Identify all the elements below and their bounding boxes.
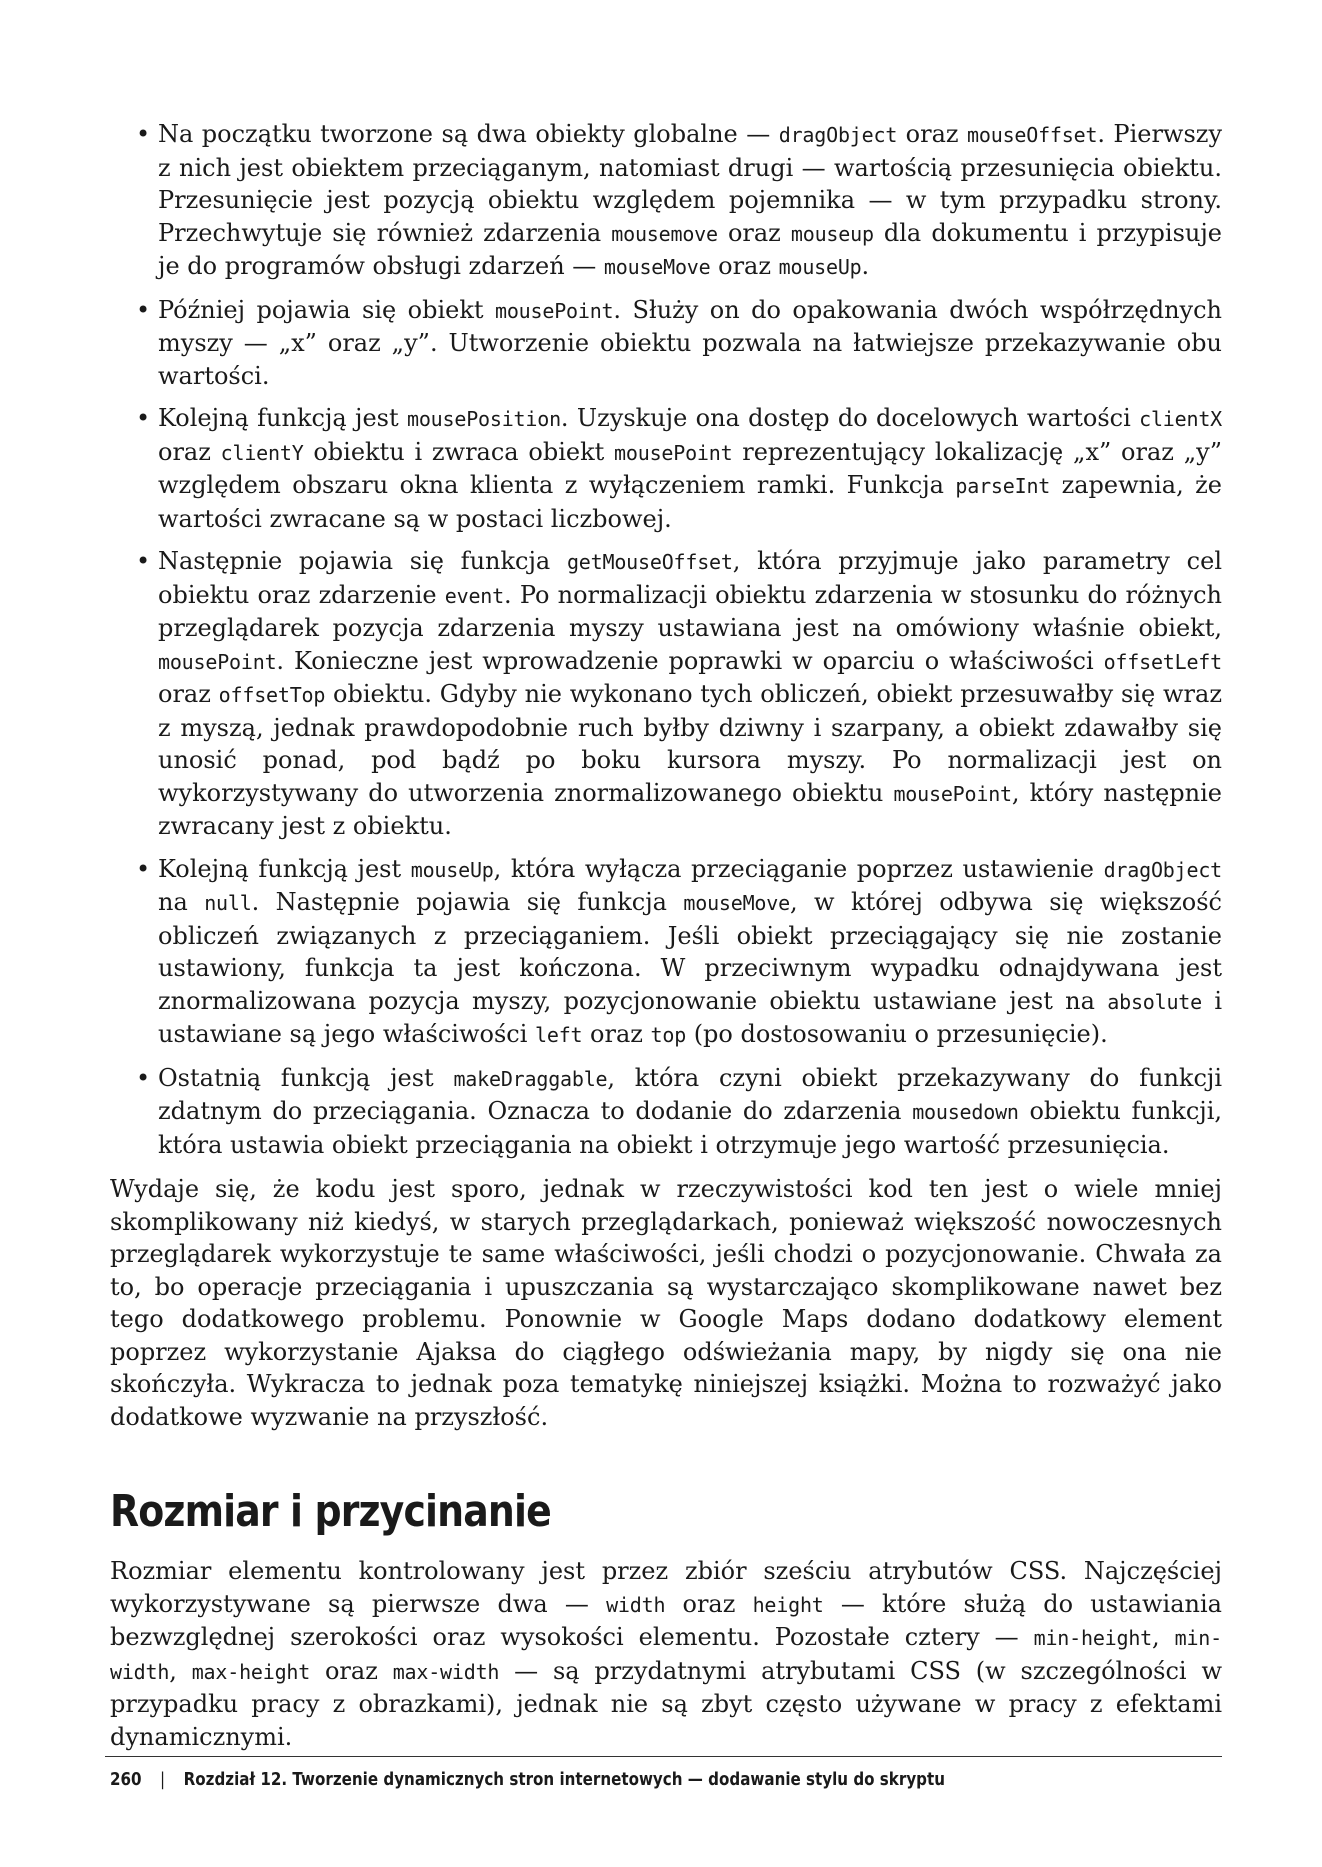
inline-code: left	[535, 1023, 583, 1047]
inline-code: mouseMove	[603, 255, 711, 279]
inline-code: absolute	[1107, 989, 1202, 1014]
text-run: (po dostosowaniu o przesunięcie).	[686, 1020, 1108, 1048]
inline-code: max-width	[392, 1659, 500, 1684]
inline-code: max-height	[191, 1659, 311, 1684]
inline-code: dragObject	[1103, 857, 1223, 882]
page-number: 260	[110, 1769, 142, 1790]
inline-code: mousedown	[912, 1100, 1019, 1124]
text-run: Ostatnią funkcją jest	[158, 1063, 454, 1092]
text-run: . Uzyskuje ona dostęp do docelowych wartości	[560, 404, 1140, 432]
bullet-item	[110, 1062, 1222, 1162]
text-run: oraz	[717, 218, 791, 247]
text-run: zapewnia, że wartości zwracane są w postaci liczbowej.	[158, 471, 1222, 533]
inline-code: mouseup	[790, 221, 874, 246]
inline-code: offsetLeft	[1103, 649, 1222, 674]
inline-code: getMouseOffset	[566, 550, 733, 574]
text-run: Kolejną funkcją jest	[158, 854, 411, 883]
inline-code: parseInt	[955, 474, 1051, 498]
text-run: oraz	[897, 120, 968, 148]
text-run: .	[861, 252, 870, 280]
footer-separator: |	[160, 1769, 166, 1790]
text-run: Rozmiar elementu kontrolowany jest przez zbiór sześciu atrybutów CSS. Najczęściej wykorzystywane są pierwsze dwa —	[110, 1557, 1222, 1618]
inline-code: mouseUp	[778, 255, 862, 279]
text-run: oraz	[582, 1020, 651, 1048]
text-run: . Konieczne jest wprowadzenie poprawki w oparciu o właściwości	[276, 646, 1104, 675]
text-run: oraz	[158, 680, 219, 708]
text-run: Na początku tworzone są dwa obiekty globalne —	[158, 120, 779, 148]
text-run: — które służą do ustawiania bezwzględnej szerokości oraz wysokości elementu. Pozostałe cztery —	[110, 1589, 1222, 1651]
text-run: , w której odbywa się większość obliczeń związanych z przeciąganiem. Jeśli obiekt przeciągający się nie zostanie ustawiony, funkcja ta jest kończona. W przeciwnym wypadku odnajdywana jest znormalizowana pozycja myszy, pozycjonowanie obiektu ustawiane jest na	[158, 888, 1222, 1015]
text-run: obiektu. Gdyby nie wykonano tych obliczeń, obiekt przesuwałby się wraz z myszą, jednak prawdopodobnie ruch byłby dziwny i szarpany, a obiekt zdawałby się unosić ponad, pod bądź po boku kursora myszy. Po normalizacji jest on wykorzystywany do utworzenia znormalizowanego obiektu	[158, 680, 1222, 807]
text-run: Kolejną funkcją jest	[158, 404, 407, 432]
inline-code: mousemove	[611, 221, 718, 246]
text-run: oraz	[310, 1656, 393, 1685]
inline-code: null	[204, 891, 252, 915]
text-run: oraz	[158, 437, 221, 466]
bullet-list	[110, 118, 1222, 1161]
inline-code: offsetTop	[218, 683, 326, 707]
page-footer	[110, 1768, 1044, 1792]
text-run: Później pojawia się obiekt	[158, 295, 495, 324]
section-heading: Rozmiar i przycinanie	[110, 1486, 551, 1537]
inline-code: mouseUp	[410, 857, 494, 882]
inline-code: event	[444, 583, 504, 608]
text-run: na	[158, 888, 205, 916]
inline-code: min-width	[110, 1626, 1222, 1684]
paragraph-summary: Wydaje się, że kodu jest sporo, jednak w rzeczywistości kod ten jest o wiele mniej skomplikowany niż kiedyś, w starych przeglądarkach, ponieważ większość nowoczesnych przeglądarek wykorzystuje te same właściwości, jeśli chodzi o pozycjonowanie. Chwała za to, bo operacje przeciągania i upuszczania są wystarczająco skomplikowane nawet bez tego dodatkowego problemu. Ponownie w Google Maps dodano dodatkowy element poprzez wykorzystanie Ajaksa do ciągłego odświeżania mapy, by nigdy się ona nie skończyła. Wykracza to jednak poza tematykę niniejszej książki. Można to rozważyć jako dodatkowe wyzwanie na przyszłość.	[110, 1175, 1222, 1431]
bullet-item	[110, 294, 1222, 393]
text-run: i ustawiane są jego właściwości	[158, 986, 1222, 1048]
inline-code: mousePosition	[406, 407, 561, 431]
inline-code: mousePoint	[614, 440, 733, 465]
inline-code: height	[752, 1592, 824, 1617]
text-run: , która przyjmuje jako parametry cel obiektu oraz zdarzenie	[158, 547, 1222, 609]
chapter-title: Rozdział 12. Tworzenie dynamicznych stron internetowych — dodawanie stylu do skryptu	[183, 1769, 945, 1790]
inline-code: mouseMove	[683, 891, 790, 915]
text-run: ,	[169, 1656, 192, 1685]
bullet-item	[110, 545, 1222, 843]
inline-code: mousePoint	[158, 649, 277, 674]
inline-code: dragObject	[778, 123, 898, 147]
bullet-item	[110, 402, 1222, 535]
text-run: , która czyni obiekt przekazywany do funkcji zdatnym do przeciągania. Oznacza to dodanie do zdarzenia	[158, 1063, 1223, 1125]
text-run: dla dokumentu i przypisuje je do programów obsługi zdarzeń —	[158, 218, 1222, 280]
inline-code: min-height	[1033, 1626, 1153, 1650]
text-run: , która wyłącza przeciąganie poprzez ustawienie	[493, 854, 1104, 883]
page-content	[110, 118, 1222, 1753]
inline-code: clientY	[220, 440, 304, 465]
text-run: obiektu funkcji, która ustawia obiekt przeciągania na obiekt i otrzymuje jego wartość przesunięcia.	[158, 1097, 1223, 1159]
text-run: oraz	[710, 252, 779, 280]
inline-code: mousePoint	[893, 781, 1012, 806]
text-run: obiektu i zwraca obiekt	[303, 437, 615, 466]
text-run: . Służy on do opakowania dwóch współrzędnych myszy — „x” oraz „y”. Utworzenie obiektu pozwala na łatwiejsze przekazywanie obu wartości.	[158, 295, 1222, 390]
bullet-item	[110, 853, 1222, 1052]
text-run: reprezentujący lokalizację „x” oraz „y” względem obszaru okna klienta z wyłączeniem ramki. Funkcja	[158, 437, 1222, 499]
inline-code: top	[650, 1023, 687, 1047]
text-run: — są przydatnymi atrybutami CSS (w szczególności w przypadku pracy z obrazkami), jednak nie są zbyt często używane w pracy z efektami dynamicznymi.	[110, 1656, 1222, 1751]
inline-code: makeDraggable	[453, 1066, 608, 1091]
text-run: . Następnie pojawia się funkcja	[251, 888, 684, 916]
text-run: Następnie pojawia się funkcja	[158, 547, 567, 575]
text-run: oraz	[665, 1589, 753, 1618]
paragraph-size-attributes	[110, 1555, 1222, 1753]
text-run: ,	[1152, 1623, 1175, 1651]
inline-code: mousePoint	[494, 298, 614, 323]
text-run: . Pierwszy z nich jest obiektem przeciąganym, natomiast drugi — wartością przesunięcia obiektu. Przesunięcie jest pozycją obiektu względem pojemnika — w tym przypadku strony. Przechwytuje się również zdarzenia	[158, 120, 1222, 247]
footer-divider	[105, 1756, 1222, 1757]
inline-code: width	[606, 1592, 666, 1617]
text-run: . Po normalizacji obiektu zdarzenia w stosunku do różnych przeglądarek pozycja zdarzenia myszy ustawiana jest na omówiony właśnie obiekt,	[158, 580, 1223, 642]
bullet-item	[110, 118, 1222, 284]
text-run: , który następnie zwracany jest z obiektu.	[158, 778, 1222, 840]
inline-code: mouseOffset	[967, 123, 1098, 147]
inline-code: clientX	[1139, 407, 1223, 431]
